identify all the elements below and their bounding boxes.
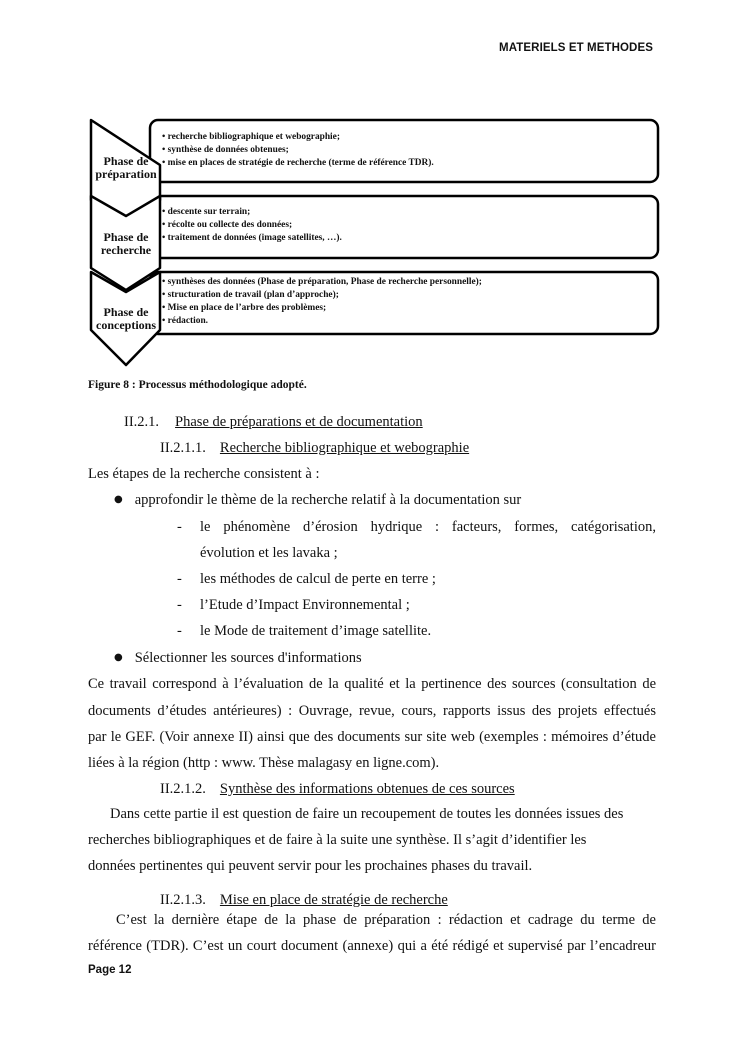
paragraph-2-line-2: recherches bibliographiques et de faire à la suite une synthèse. Il s’agit d’identifier les	[88, 832, 587, 848]
dash-marker: -	[177, 571, 182, 587]
paragraph-1-line-2: documents d’études antérieures) : Ouvrage, revue, cours, rapports issus des projets effectués	[88, 703, 656, 719]
paragraph-3-line-1: C’est la dernière étape de la phase de préparation : rédaction et cadrage du terme de	[116, 912, 656, 928]
phase-box-text-3: • synthèses des données (Phase de préparation, Phase de recherche personnelle); • structuration de travail (plan d’approche); • Mise en place de l’arbre des problèmes; • rédaction.	[162, 277, 482, 326]
section-heading-2-1-1: II.2.1.1. Recherche bibliographique et webographie	[160, 440, 470, 456]
section-heading-2-1-3: II.2.1.3. Mise en place de stratégie de recherche	[160, 892, 448, 908]
paragraph-2-line-3: données pertinentes qui peuvent servir pour les prochaines phases du travail.	[88, 858, 533, 874]
page-number: Page 12	[88, 964, 132, 976]
paragraph-3-line-2: référence (TDR). C’est un court document (annexe) qui a été rédigé et supervisé par l’encadreur	[88, 938, 656, 954]
dash-item-2: les méthodes de calcul de perte en terre ;	[200, 571, 436, 587]
phase-label-1: Phase de préparation	[95, 154, 157, 181]
paragraph-1-line-3: par le GEF. (Voir annexe II) ainsi que des documents sur site web (exemples : mémoires d’étude	[88, 729, 656, 745]
dash-item-3: l’Etude d’Impact Environnemental ;	[200, 597, 410, 613]
intro-line: Les étapes de la recherche consistent à :	[88, 466, 320, 482]
figure-caption: Figure 8 : Processus méthodologique adopté.	[88, 379, 307, 391]
dash-marker: -	[177, 519, 182, 535]
paragraph-2-line-1: Dans cette partie il est question de faire un recoupement de toutes les données issues des	[110, 806, 624, 822]
paragraph-1-line-1: Ce travail correspond à l’évaluation de la qualité et la pertinence des sources (consultation de	[88, 676, 656, 692]
running-header: MATERIELS ET METHODES	[499, 42, 653, 54]
phase-box-text-1: • recherche bibliographique et webographie; • synthèse de données obtenues; • mise en places de stratégie de recherche (terme de référence TDR).	[162, 132, 434, 168]
bullet-item-1: ● approfondir le thème de la recherche relatif à la documentation sur	[114, 492, 522, 508]
phase-label-2: Phase de recherche	[100, 230, 152, 257]
dash-item-4: le Mode de traitement d’image satellite.	[200, 623, 432, 639]
paragraph-1-line-4: liées à la région (http : www. Thèse malagasy en ligne.com).	[88, 755, 440, 771]
section-heading-2-1-2: II.2.1.2. Synthèse des informations obtenues de ces sources	[160, 781, 515, 797]
dash-marker: -	[177, 597, 182, 613]
section-heading-2-1: II.2.1. Phase de préparations et de documentation	[124, 414, 423, 430]
phase-box-text-2: • descente sur terrain; • récolte ou collecte des données; • traitement de données (image satellites, …).	[162, 207, 342, 243]
dash-item-1a: le phénomène d’érosion hydrique : facteurs, formes, catégorisation,	[200, 519, 656, 535]
bullet-item-2: ● Sélectionner les sources d'informations	[114, 650, 362, 666]
process-diagram	[0, 0, 745, 400]
dash-item-1b: évolution et les lavaka ;	[200, 545, 338, 561]
dash-marker: -	[177, 623, 182, 639]
phase-label-3: Phase de conceptions	[96, 305, 156, 332]
